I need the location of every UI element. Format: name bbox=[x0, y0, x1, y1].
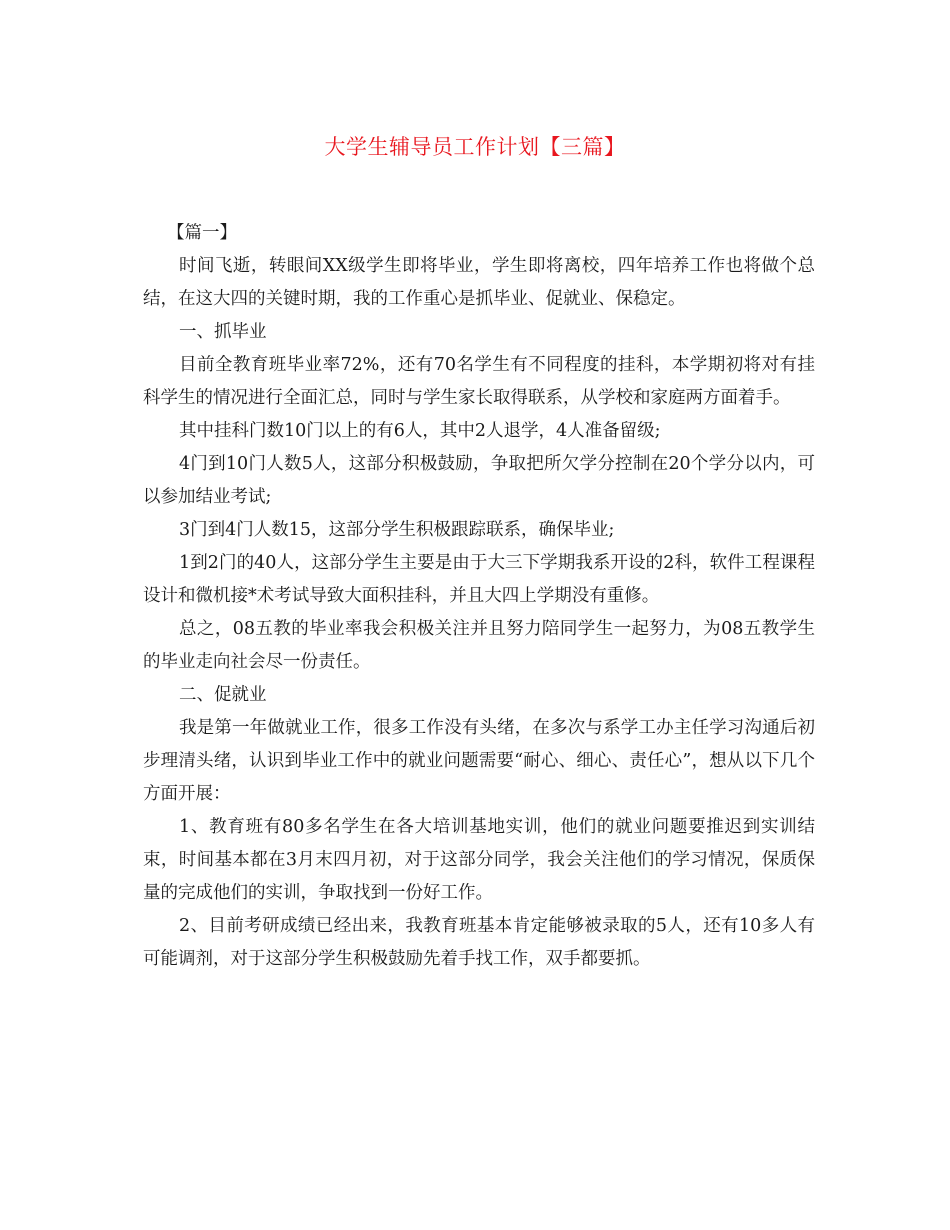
paragraph-four-to-ten-failed: 4门到10门人数5人，这部分积极鼓励，争取把所欠学分控制在20个学分以内，可以参加结业考试; bbox=[143, 454, 815, 507]
paragraph-over-ten-failed: 其中挂科门数10门以上的有6人，其中2人退学，4人准备留级; bbox=[179, 421, 661, 441]
section-marker: 【篇一】 bbox=[167, 223, 237, 243]
section-heading-graduation: 一、抓毕业 bbox=[179, 322, 267, 342]
paragraph-graduation-rate: 目前全教育班毕业率72%，还有70名学生有不同程度的挂科，本学期初将对有挂科学生的情况进行全面汇总，同时与学生家长取得联系，从学校和家庭两方面着手。 bbox=[143, 355, 815, 408]
paragraph-graduation-summary: 总之，08五教的毕业率我会积极关注并且努力陪同学生一起努力，为08五教学生的毕业走向社会尽一份责任。 bbox=[143, 619, 815, 672]
document-body bbox=[143, 217, 815, 976]
paragraph-intro: 时间飞逝，转眼间XX级学生即将毕业，学生即将离校，四年培养工作也将做个总结，在这大四的关键时期，我的工作重心是抓毕业、促就业、保稳定。 bbox=[143, 256, 815, 309]
paragraph-one-to-two-failed: 1到2门的40人，这部分学生主要是由于大三下学期我系开设的2科，软件工程课程设计和微机接*术考试导致大面积挂科，并且大四上学期没有重修。 bbox=[143, 553, 815, 606]
paragraph-three-to-four-failed: 3门到4门人数15，这部分学生积极跟踪联系，确保毕业; bbox=[179, 520, 615, 540]
paragraph-employment-item-2: 2、目前考研成绩已经出来，我教育班基本肯定能够被录取的5人，还有10多人有可能调剂，对于这部分学生积极鼓励先着手找工作，双手都要抓。 bbox=[143, 916, 815, 969]
document-title: 大学生辅导员工作计划【三篇】 bbox=[324, 135, 626, 159]
paragraph-employment-item-1: 1、教育班有80多名学生在各大培训基地实训，他们的就业问题要推迟到实训结束，时间基本都在3月末四月初，对于这部分同学，我会关注他们的学习情况，保质保量的完成他们的实训，争取找到一份好工作。 bbox=[143, 817, 815, 903]
section-heading-employment: 二、促就业 bbox=[179, 685, 267, 705]
paragraph-employment-intro: 我是第一年做就业工作，很多工作没有头绪，在多次与系学工办主任学习沟通后初步理清头绪，认识到毕业工作中的就业问题需要“耐心、细心、责任心”，想从以下几个方面开展： bbox=[143, 718, 815, 804]
